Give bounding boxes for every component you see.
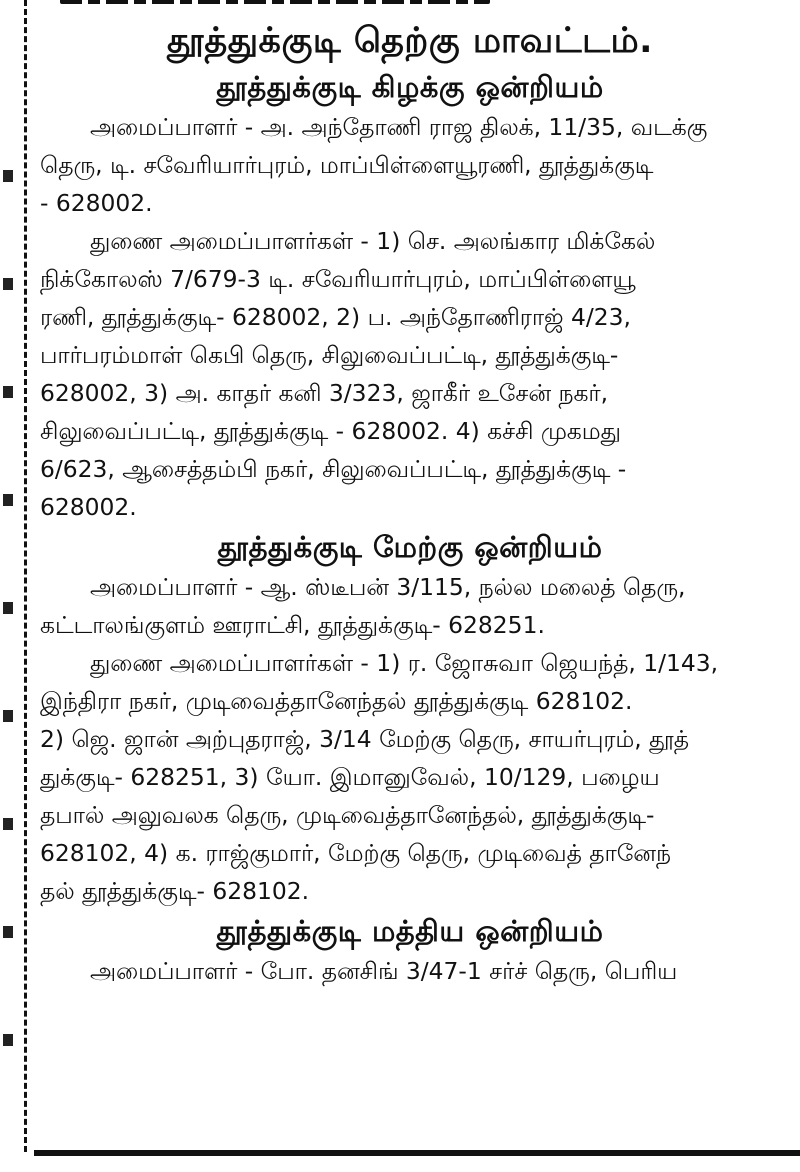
text-line: அமைப்பாளர் - ஆ. ஸ்டீபன் 3/115, நல்ல மலைத் தெரு,	[90, 573, 686, 601]
section-heading-west: தூத்துக்குடி மேற்கு ஒன்றியம்	[217, 530, 603, 564]
column-divider-dashed	[24, 0, 27, 1152]
text-line: துணை அமைப்பாளர்கள் - 1) செ. அலங்கார மிக்கேல்	[90, 227, 656, 255]
text-line: துணை அமைப்பாளர்கள் - 1) ர. ஜோசுவா ஜெயந்த், 1/143,	[90, 649, 719, 677]
text-line: தெரு, டி. சவேரியார்புரம், மாப்பிள்ளையூரணி, தூத்துக்குடி	[40, 151, 654, 179]
text-line: ரணி, தூத்துக்குடி- 628002, 2) ப. அந்தோணிராஜ் 4/23,	[40, 303, 631, 331]
paragraph-central-organiser	[40, 952, 780, 990]
text-line: 628102, 4) க. ராஜ்குமார், மேற்கு தெரு, முடிவைத் தானேந்	[40, 839, 671, 867]
cut-off-text-top	[0, 0, 800, 12]
text-line: அமைப்பாளர் - போ. தனசிங் 3/47-1 சர்ச் தெரு, பெரிய	[90, 957, 678, 985]
text-line: 628002.	[40, 493, 137, 521]
text-line: இந்திரா நகர், முடிவைத்தானேந்தல் தூத்துக்குடி 628102.	[40, 687, 633, 715]
section-heading-east: தூத்துக்குடி கிழக்கு ஒன்றியம்	[216, 70, 604, 104]
text-line: 628002, 3) அ. காதர் கனி 3/323, ஜாகீர் உசேன் நகர்,	[40, 379, 609, 407]
paragraph-east-organiser	[40, 108, 780, 222]
paragraph-east-deputies	[40, 222, 780, 526]
text-line: துக்குடி- 628251, 3) யோ. இமானுவேல், 10/129, பழைய	[40, 763, 660, 791]
text-line: 2) ஜெ. ஜான் அற்புதராஜ், 3/14 மேற்கு தெரு, சாயர்புரம், தூத்	[40, 725, 690, 753]
text-line: அமைப்பாளர் - அ. அந்தோணி ராஜ திலக், 11/35, வடக்கு	[90, 113, 708, 141]
text-line: கட்டாலங்குளம் ஊராட்சி, தூத்துக்குடி- 628251.	[40, 611, 545, 639]
page-title: தூத்துக்குடி தெற்கு மாவட்டம்.	[167, 21, 653, 61]
text-line: - 628002.	[40, 189, 153, 217]
text-line: நிக்கோலஸ் 7/679-3 டி. சவேரியார்புரம், மாப்பிள்ளையூ	[40, 265, 636, 293]
section-heading-central: தூத்துக்குடி மத்திய ஒன்றியம்	[216, 914, 604, 948]
text-line: 6/623, ஆசைத்தம்பி நகர், சிலுவைப்பட்டி, தூத்துக்குடி -	[40, 455, 627, 483]
text-line: சிலுவைப்பட்டி, தூத்துக்குடி - 628002. 4) கச்சி முகமது	[40, 417, 621, 445]
text-line: தல் தூத்துக்குடி- 628102.	[40, 877, 310, 905]
cut-off-column-left	[0, 0, 22, 1172]
text-line: பார்பரம்மாள் கெபி தெரு, சிலுவைப்பட்டி, தூத்துக்குடி-	[40, 341, 619, 369]
bottom-rule	[34, 1150, 800, 1156]
text-line: தபால் அலுவலக தெரு, முடிவைத்தானேந்தல், தூத்துக்குடி-	[40, 801, 655, 829]
paragraph-west-deputies	[40, 644, 780, 910]
paragraph-west-organiser	[40, 568, 780, 644]
article-body	[40, 16, 780, 990]
